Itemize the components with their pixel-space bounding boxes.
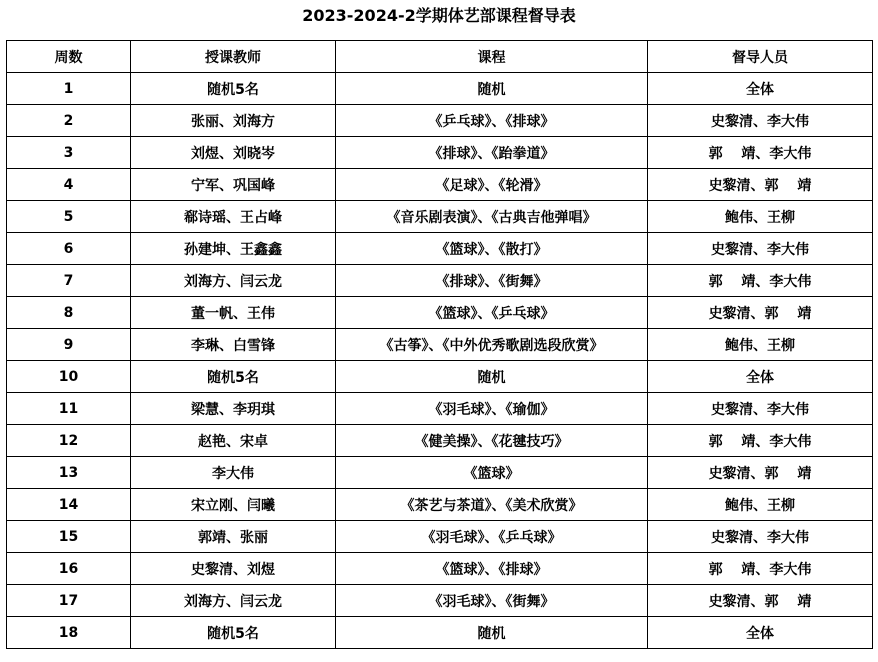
week-cell: 14: [7, 489, 131, 521]
week-cell: 1: [7, 73, 131, 105]
course-cell: 《排球》、《跆拳道》: [336, 137, 648, 169]
supervisor-cell: 史黎清、李大伟: [648, 393, 873, 425]
teacher-cell: 张丽、刘海方: [131, 105, 336, 137]
course-cell: 《古筝》、《中外优秀歌剧选段欣赏》: [336, 329, 648, 361]
table-row: [7, 169, 873, 201]
table-row: [7, 425, 873, 457]
teacher-cell: 随机5名: [131, 617, 336, 649]
table-row: [7, 521, 873, 553]
week-cell: 7: [7, 265, 131, 297]
supervisor-cell: 史黎清、郭 靖: [648, 297, 873, 329]
table-row: [7, 489, 873, 521]
supervisor-cell: 史黎清、郭 靖: [648, 585, 873, 617]
course-cell: 《羽毛球》、《瑜伽》: [336, 393, 648, 425]
table-row: [7, 265, 873, 297]
week-cell: 16: [7, 553, 131, 585]
course-cell: 《篮球》、《散打》: [336, 233, 648, 265]
week-cell: 9: [7, 329, 131, 361]
course-cell: 《音乐剧表演》、《古典吉他弹唱》: [336, 201, 648, 233]
course-cell: 《排球》、《街舞》: [336, 265, 648, 297]
teacher-cell: 随机5名: [131, 361, 336, 393]
course-cell: 《乒乓球》、《排球》: [336, 105, 648, 137]
week-cell: 8: [7, 297, 131, 329]
teacher-cell: 董一帆、王伟: [131, 297, 336, 329]
course-cell: 随机: [336, 361, 648, 393]
table-row: [7, 393, 873, 425]
week-cell: 17: [7, 585, 131, 617]
week-cell: 5: [7, 201, 131, 233]
week-cell: 11: [7, 393, 131, 425]
course-cell: 《羽毛球》、《乒乓球》: [336, 521, 648, 553]
supervisor-cell: 史黎清、李大伟: [648, 521, 873, 553]
supervisor-cell: 史黎清、郭 靖: [648, 169, 873, 201]
teacher-cell: 梁慧、李玥琪: [131, 393, 336, 425]
teacher-cell: 随机5名: [131, 73, 336, 105]
course-cell: 《健美操》、《花毽技巧》: [336, 425, 648, 457]
teacher-cell: 赵艳、宋卓: [131, 425, 336, 457]
supervisor-cell: 鲍伟、王柳: [648, 201, 873, 233]
teacher-cell: 李大伟: [131, 457, 336, 489]
week-cell: 15: [7, 521, 131, 553]
week-cell: 2: [7, 105, 131, 137]
supervisor-cell: 郭 靖、李大伟: [648, 265, 873, 297]
teacher-cell: 刘煜、刘晓岑: [131, 137, 336, 169]
course-cell: 《篮球》、《排球》: [336, 553, 648, 585]
teacher-cell: 李琳、白雪锋: [131, 329, 336, 361]
teacher-cell: 郭靖、张丽: [131, 521, 336, 553]
supervisor-cell: 全体: [648, 617, 873, 649]
table-row: [7, 105, 873, 137]
course-cell: 《茶艺与茶道》、《美术欣赏》: [336, 489, 648, 521]
supervisor-cell: 史黎清、李大伟: [648, 233, 873, 265]
header-week: 周数: [7, 41, 131, 73]
week-cell: 10: [7, 361, 131, 393]
supervisor-cell: 全体: [648, 73, 873, 105]
course-cell: 随机: [336, 617, 648, 649]
header-teacher: 授课教师: [131, 41, 336, 73]
week-cell: 13: [7, 457, 131, 489]
table-row: [7, 553, 873, 585]
table-row: [7, 585, 873, 617]
table-row: [7, 73, 873, 105]
supervisor-cell: 鲍伟、王柳: [648, 329, 873, 361]
table-row: [7, 297, 873, 329]
table-row: [7, 617, 873, 649]
table-row: [7, 329, 873, 361]
teacher-cell: 宁军、巩国峰: [131, 169, 336, 201]
teacher-cell: 刘海方、闫云龙: [131, 585, 336, 617]
week-cell: 18: [7, 617, 131, 649]
course-cell: 随机: [336, 73, 648, 105]
supervisor-cell: 郭 靖、李大伟: [648, 553, 873, 585]
week-cell: 12: [7, 425, 131, 457]
schedule-table: [6, 40, 873, 649]
course-cell: 《篮球》: [336, 457, 648, 489]
supervisor-cell: 鲍伟、王柳: [648, 489, 873, 521]
course-cell: 《足球》、《轮滑》: [336, 169, 648, 201]
supervisor-cell: 郭 靖、李大伟: [648, 425, 873, 457]
supervisor-cell: 史黎清、李大伟: [648, 105, 873, 137]
supervisor-cell: 全体: [648, 361, 873, 393]
week-cell: 3: [7, 137, 131, 169]
page-title: 2023-2024-2学期体艺部课程督导表: [302, 6, 576, 25]
table-row: [7, 457, 873, 489]
table-row: [7, 201, 873, 233]
header-supervisor: 督导人员: [648, 41, 873, 73]
header-course: 课程: [336, 41, 648, 73]
table-row: [7, 137, 873, 169]
supervisor-cell: 郭 靖、李大伟: [648, 137, 873, 169]
course-cell: 《羽毛球》、《街舞》: [336, 585, 648, 617]
teacher-cell: 史黎清、刘煜: [131, 553, 336, 585]
teacher-cell: 宋立刚、闫曦: [131, 489, 336, 521]
table-header-row: [7, 41, 873, 73]
course-cell: 《篮球》、《乒乓球》: [336, 297, 648, 329]
table-row: [7, 361, 873, 393]
teacher-cell: 刘海方、闫云龙: [131, 265, 336, 297]
table-row: [7, 233, 873, 265]
teacher-cell: 孙建坤、王鑫鑫: [131, 233, 336, 265]
week-cell: 6: [7, 233, 131, 265]
teacher-cell: 郗诗瑶、王占峰: [131, 201, 336, 233]
week-cell: 4: [7, 169, 131, 201]
supervisor-cell: 史黎清、郭 靖: [648, 457, 873, 489]
